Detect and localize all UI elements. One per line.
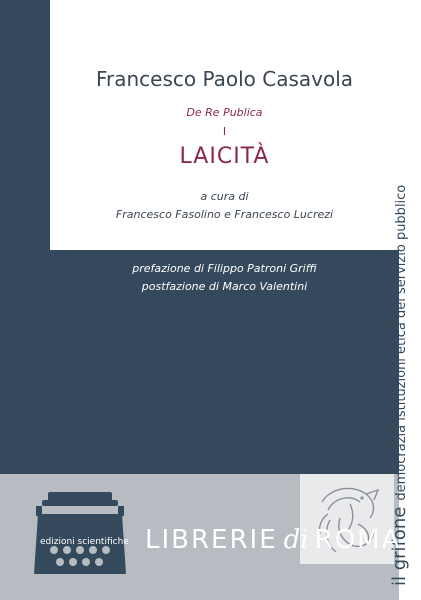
postface-credit: postfazione di Marco Valentini <box>141 280 308 293</box>
book-editors: Francesco Fasolino e Francesco Lucrezi <box>115 208 334 221</box>
book-volume: I <box>222 125 227 138</box>
publisher-name: il grifone <box>389 506 410 586</box>
librerie-word: LIBRERIE <box>145 525 278 555</box>
preface-credit: prefazione di Filippo Patroni Griffi <box>132 262 317 275</box>
editors-label: a cura di <box>200 190 249 203</box>
typewriter-icon <box>30 490 130 580</box>
book-series: De Re Publica <box>186 106 263 119</box>
librerie-logo <box>145 525 401 555</box>
book-author: Francesco Paolo Casavola <box>95 67 354 91</box>
book-title: LAICITÀ <box>179 144 270 169</box>
librerie-roma: ROMA <box>314 525 402 555</box>
edizioni-label: edizioni scientifiche <box>40 537 129 547</box>
librerie-di: di <box>283 525 309 555</box>
publisher-tagline: democrazia istituzioni etica del servizio pubblico <box>394 184 409 501</box>
